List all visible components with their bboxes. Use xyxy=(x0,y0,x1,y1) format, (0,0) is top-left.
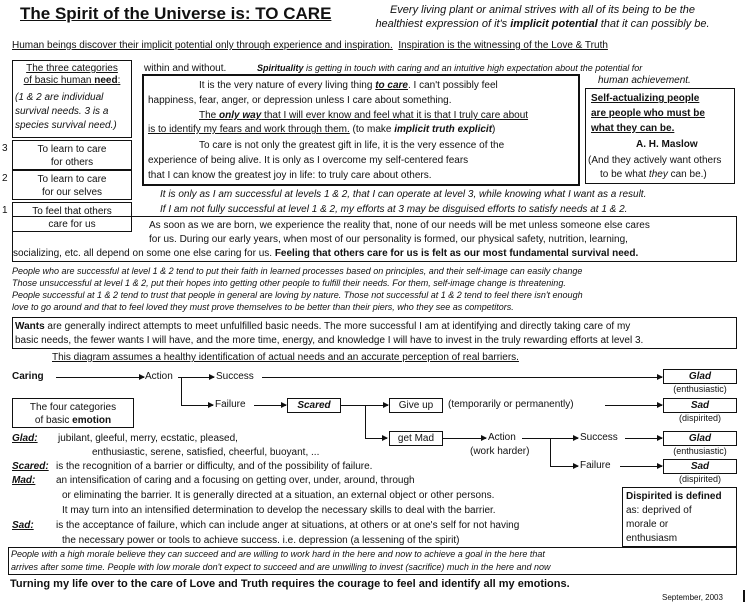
assumption-line: This diagram assumes a healthy identification of actual needs and an accurate perception of real barriers. xyxy=(52,352,519,363)
dispirited-box: Dispirited is defined as: deprived of morale or enthusiasm xyxy=(622,487,737,547)
maslow-author: A. H. Maslow xyxy=(636,139,698,150)
people-line-2: Those unsuccessful at level 1 & 2, put their hopes into getting other people to fulfill their needs. For them, self-image change is threatening. xyxy=(12,278,566,288)
glad-enthusiastic-2: (enthusiastic) xyxy=(673,446,727,456)
flow-failure-2: Failure xyxy=(580,460,611,471)
maslow-line-1: Self-actualizing people xyxy=(591,93,700,104)
care-line-3: The only way that I will ever know and feel what it is that I truly care about xyxy=(199,110,529,121)
def-scared-1: is the recognition of a barrier or difficulty, and of the possibility of failure. xyxy=(56,461,373,472)
arrow-caring-action xyxy=(56,377,144,378)
needs-note-3: species survival need.) xyxy=(15,120,117,131)
def-sad-2: the necessary power or tools to achieve success. i.e. depression (a lessening of the spirit) xyxy=(62,535,460,546)
flow-work-harder: (work harder) xyxy=(470,446,530,457)
care-line-6: experience of being alive. It is only as I overcome my self-centered fears xyxy=(148,155,469,166)
glad-box-2: Glad xyxy=(663,431,737,446)
sad-dispirited: (dispirited) xyxy=(678,413,721,423)
maslow-line-3: what they can be. xyxy=(591,123,675,134)
def-sad-term: Sad: xyxy=(12,520,34,531)
def-mad-3: It may turn into an intensified determination to develop the necessary skills to deal with the barrier. xyxy=(62,505,496,516)
date-label: September, 2003 xyxy=(662,593,723,602)
within-text: within and without. xyxy=(144,63,227,74)
needs-header-2: of basic human need: xyxy=(23,75,121,86)
morale-line-2: arrives after some time. People with low morale don't expect to succeed and are unwilling to invest (sacrifice) much in the here and now xyxy=(11,562,551,572)
people-line-4: love to go around and that to feel loved they must prove themselves to be better than their piers, who they see as competitors. xyxy=(12,302,514,312)
care-nature-box xyxy=(142,74,580,186)
spirituality-text: Spirituality is getting in touch with caring and an intuitive high expectation about the potential for xyxy=(257,63,643,73)
morale-line-1: People with a high morale believe they can succeed and are willing to work hard in the here and now to achieve a goal in the here that xyxy=(11,549,545,559)
maslow-box xyxy=(585,88,735,184)
glad-enthusiastic: (enthusiastic) xyxy=(673,384,727,394)
arrow-to-getmad xyxy=(365,438,387,439)
born-line-3: socializing, etc. all depend on some one else caring for us. Feeling that others care for us is felt as our most fundamental survival need. xyxy=(13,248,639,259)
levels-line-2: If I am not fully successful at level 1 & 2, my efforts at 3 may be disguised efforts to satisfy needs at 1 & 2. xyxy=(160,204,628,215)
tagline-line1: Every living plant or animal strives with all of its being to be the xyxy=(389,4,696,16)
flow-success-2: Success xyxy=(580,432,618,443)
line-action-down xyxy=(181,377,182,405)
need-item-3: To learn to care for others xyxy=(12,140,132,170)
def-mad-2: or eliminating the barrier. It is generally directed at a situation, an external object or other persons. xyxy=(62,490,495,501)
tagline-line2: healthiest expression of it's implicit potential that it can possibly be. xyxy=(375,18,710,30)
line-action2-down xyxy=(550,438,551,466)
arrow-to-failure xyxy=(181,405,213,406)
glad-box: Glad xyxy=(663,369,737,384)
levels-line-1: It is only as I am successful at levels 1 & 2, that I can operate at level 3, while knowing what I want as a result. xyxy=(160,189,647,200)
giveup-box: Give up xyxy=(389,398,443,413)
maslow-note-1: (And they actively want others xyxy=(588,155,722,166)
def-mad-1: an intensification of caring and a focusing on getting over, under, around, through xyxy=(56,475,415,486)
needs-header: The three categories xyxy=(26,63,118,74)
need-number-1: 1 xyxy=(2,205,8,216)
flow-failure: Failure xyxy=(215,399,246,410)
born-box xyxy=(12,216,737,262)
people-line-3: People successful at 1 & 2 tend to trust that people in general are loving by nature. Those not successful at 1 & 2 tend to feel there isn't enough xyxy=(12,290,583,300)
flow-success: Success xyxy=(216,371,254,382)
page-title: The Spirit of the Universe is: TO CARE xyxy=(20,4,332,23)
need-item-2: To learn to care for our selves xyxy=(12,170,132,200)
arrow-to-failure-2 xyxy=(550,466,578,467)
getmad-box: get Mad xyxy=(389,431,443,446)
def-sad-1: is the acceptance of failure, which can include anger at situations, at others or at one's self for not having xyxy=(56,520,520,531)
care-line-2: happiness, fear, anger, or depression unless I care about something. xyxy=(148,95,452,106)
def-mad-term: Mad: xyxy=(12,475,36,486)
human-achievement: human achievement. xyxy=(598,75,691,86)
maslow-line-2: are people who must be xyxy=(591,108,705,119)
arrow-success-glad xyxy=(262,377,662,378)
arrow-failure-scared xyxy=(254,405,286,406)
scared-box: Scared xyxy=(287,398,341,413)
wants-line-1: Wants are generally indirect attempts to meet unfulfilled basic needs. The more successful I am at identifying and directly taking care of my xyxy=(15,321,631,332)
flow-action: Action xyxy=(145,371,173,382)
maslow-note-2: to be what they can be.) xyxy=(600,169,707,180)
care-line-5: To care is not only the greatest gift in life, it is the very essence of the xyxy=(199,140,505,151)
need-number-2: 2 xyxy=(2,173,8,184)
wants-box xyxy=(12,317,737,349)
footer-statement: Turning my life over to the care of Love and Truth requires the courage to feel and identify all my emotions. xyxy=(10,578,570,590)
def-scared-term: Scared: xyxy=(12,461,49,472)
sad-box: Sad xyxy=(663,398,737,413)
def-glad-term: Glad: xyxy=(12,433,38,444)
def-glad-2: enthusiastic, serene, satisfied, cheerful, buoyant, ... xyxy=(92,447,320,458)
needs-note-1: (1 & 2 are individual xyxy=(15,92,104,103)
emotion-categories-box: The four categories of basic emotion xyxy=(12,398,134,428)
needs-note-2: survival needs. 3 is a xyxy=(15,106,109,117)
people-line-1: People who are successful at level 1 & 2 tend to put their faith in learned processes based on principles, and their self-image can easily change xyxy=(12,266,583,276)
needs-categories-box xyxy=(12,60,132,138)
sad-box-2: Sad xyxy=(663,459,737,474)
need-number-3: 3 xyxy=(2,143,8,154)
arrow-action-success xyxy=(178,377,214,378)
born-line-1: As soon as we are born, we experience the reality that, none of our needs will be met unless someone else cares xyxy=(149,220,650,231)
flow-caring: Caring xyxy=(12,371,44,382)
care-line-4: is to identify my fears and work through them. (to make implicit truth explicit) xyxy=(148,124,496,135)
care-line-1: It is the very nature of every living thing to care. I can't possibly feel xyxy=(199,80,498,91)
born-line-2: for us. During our early years, when most of our personality is formed, our physical safety, nutrition, learning, xyxy=(149,234,628,245)
intro-line: Human beings discover their implicit potential only through experience and inspiration. Inspiration is the witnessing of the Love & Truth xyxy=(12,40,608,51)
giveup-note: (temporarily or permanently) xyxy=(448,399,574,410)
line-scared-down xyxy=(365,405,366,438)
arrow-failure2-sad xyxy=(620,466,662,467)
flow-action-2: Action xyxy=(488,432,516,443)
need-item-1: To feel that others care for us xyxy=(12,202,132,232)
arrow-getmad-action xyxy=(443,438,486,439)
wants-line-2: basic needs, the fewer wants I will have, and the more time, energy, and knowledge I will have to invest in the truly rewarding efforts at level 3. xyxy=(15,335,644,346)
def-glad-1: jubilant, gleeful, merry, ecstatic, pleased, xyxy=(58,433,238,444)
arrow-giveup-sad xyxy=(605,405,662,406)
arrow-success2-glad xyxy=(625,438,662,439)
care-line-7: that I can know the greatest joy in life: to truly care about others. xyxy=(148,170,432,181)
sad-dispirited-2: (dispirited) xyxy=(678,474,721,484)
morale-box xyxy=(8,547,737,575)
